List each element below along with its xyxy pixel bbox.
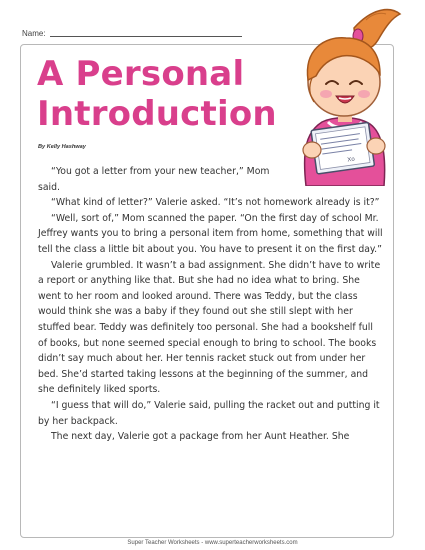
story-paragraph: The next day, Valerie got a package from her Aunt Heather. She — [51, 431, 350, 443]
story-paragraph: “I guess that will do,” Valerie said, pulling the racket out and putting it by her backpack. — [38, 399, 380, 427]
footer-credit: Super Teacher Worksheets - www.superteacherworksheets.com — [127, 540, 298, 546]
story-text — [38, 164, 383, 445]
title-line-1: A Personal — [37, 54, 245, 94]
story-paragraph: Valerie grumbled. It wasn’t a bad assignment. She didn’t have to write a report or anything like that. But she had no idea what to bring. She went to her room and looked around. There was Teddy, but the class would think she was a baby if they found out she still slept with her stuffed bear. Teddy was definitely too personal. She had a bookshelf full of books, but none seemed special enough to bring to school. The books didn’t say much about her. Her tennis racket stuck out from under her bed. She’d started taking lessons at the beginning of the summer, and she definitely liked sports. — [38, 259, 381, 396]
story-paragraph: “Well, sort of,” Mom scanned the paper. “On the first day of school Mr. Jeffrey wants you to bring a personal item from home, something that will tell the class a little bit about you. You have to present it on the first day.” — [38, 212, 383, 255]
letter-text: Xo — [347, 156, 356, 164]
name-field[interactable] — [22, 29, 242, 38]
girl-reading-letter-icon — [262, 0, 412, 186]
story-paragraph: “You got a letter from your new teacher,” Mom said. — [38, 166, 270, 193]
title-line-2: Introduction — [37, 94, 277, 134]
story-paragraph: “What kind of letter?” Valerie asked. “It’s not homework already is it?” — [51, 197, 380, 209]
name-underline — [50, 36, 242, 37]
name-label: Name: — [22, 29, 46, 38]
page-title — [37, 54, 277, 134]
author-byline: By Kelly Hashway — [38, 144, 86, 150]
